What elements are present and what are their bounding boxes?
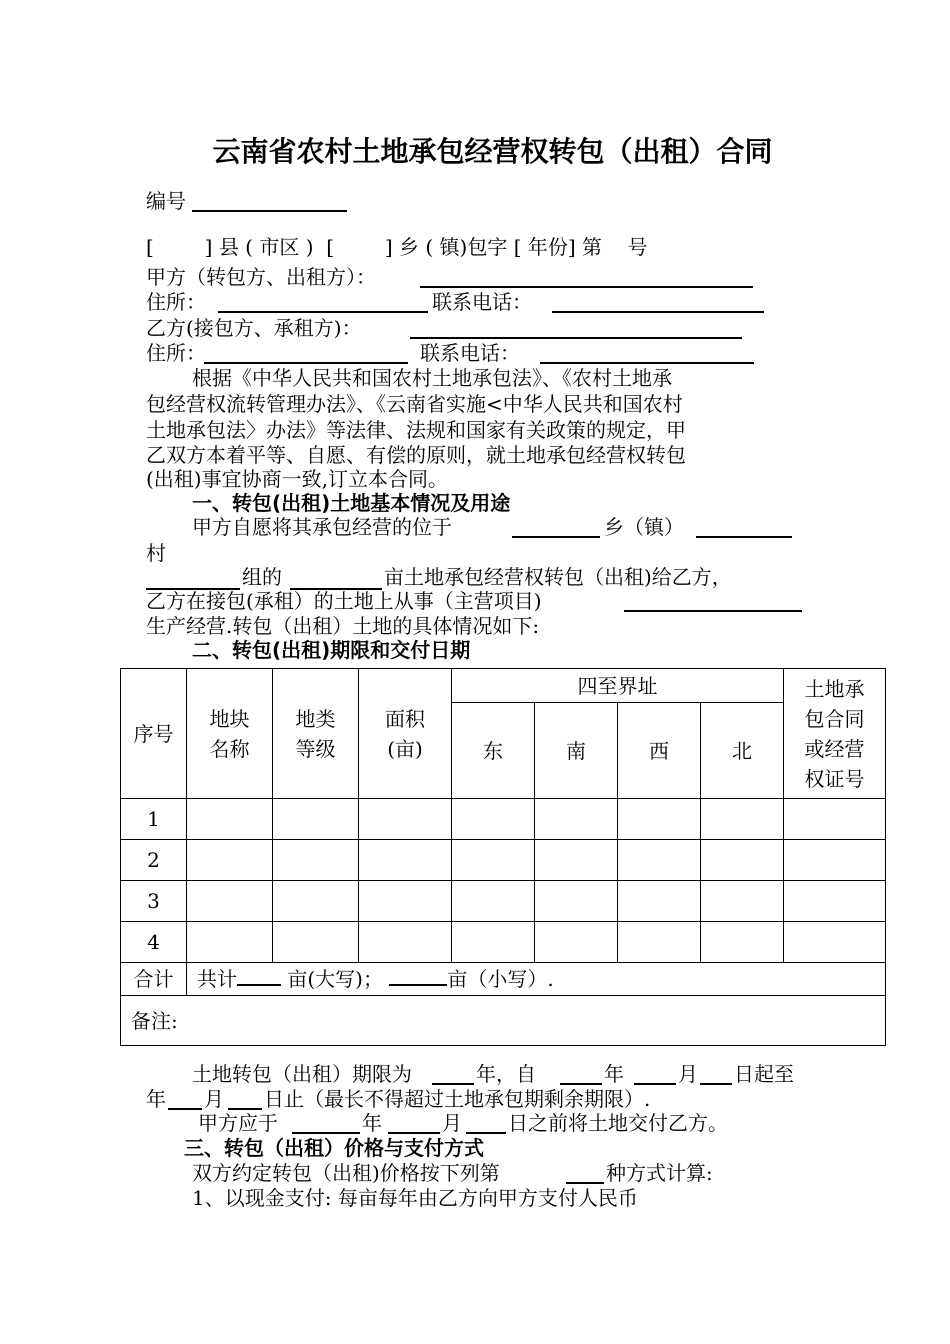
header-boundaries: 四至界址 <box>452 669 784 703</box>
term-text: 日止（最长不得超过土地承包期剩余期限）. <box>264 1087 651 1111</box>
table-cell[interactable] <box>273 799 359 840</box>
table-cell[interactable] <box>701 881 784 922</box>
phone-b-blank[interactable] <box>540 362 754 364</box>
remark-cell[interactable]: 备注: <box>121 996 886 1046</box>
header-west: 西 <box>618 703 701 799</box>
land-table <box>120 668 886 1046</box>
table-cell[interactable] <box>187 799 273 840</box>
table-cell[interactable] <box>618 881 701 922</box>
table-cell[interactable] <box>187 840 273 881</box>
total-row <box>121 963 886 996</box>
table-cell[interactable] <box>784 881 886 922</box>
header-no: 序号 <box>121 669 187 799</box>
table-cell[interactable] <box>535 881 618 922</box>
table-cell[interactable] <box>701 840 784 881</box>
table-cell[interactable] <box>618 799 701 840</box>
table-cell[interactable] <box>273 922 359 963</box>
s1-text: 组的 <box>242 565 282 589</box>
price-method-blank[interactable] <box>566 1182 604 1184</box>
preamble-line: 乙双方本着平等、自愿、有偿的原则，就土地承包经营权转包 <box>146 443 686 467</box>
s1-text: 生产经营.转包（出租）土地的具体情况如下: <box>146 614 540 638</box>
row-number: 3 <box>121 881 187 922</box>
term-text: 年 <box>604 1062 624 1086</box>
deliver-day-blank[interactable] <box>466 1132 506 1134</box>
row-number: 1 <box>121 799 187 840</box>
header-east: 东 <box>452 703 535 799</box>
section-1-heading: 一、转包(出租)土地基本情况及用途 <box>192 491 511 515</box>
table-row <box>121 881 886 922</box>
term-text: 月 <box>678 1062 698 1086</box>
table-cell[interactable] <box>359 881 452 922</box>
table-row <box>121 922 886 963</box>
table-cell[interactable] <box>701 799 784 840</box>
term-text: 年，自 <box>476 1062 536 1086</box>
phone-a-label: 联系电话： <box>432 290 532 314</box>
deliver-text: 日之前将土地交付乙方。 <box>508 1111 728 1135</box>
table-cell[interactable] <box>535 922 618 963</box>
phone-b-label: 联系电话： <box>420 341 520 365</box>
address-a-blank[interactable] <box>218 311 428 313</box>
header-north: 北 <box>701 703 784 799</box>
term-text: 年 <box>146 1087 166 1111</box>
table-cell[interactable] <box>784 840 886 881</box>
address-b-blank[interactable] <box>204 362 408 364</box>
price-text: 种方式计算: <box>606 1161 713 1185</box>
table-cell[interactable] <box>452 799 535 840</box>
preamble-line: 包经营权流转管理办法》、《云南省实施<中华人民共和国农村 <box>146 392 683 416</box>
table-cell[interactable] <box>273 881 359 922</box>
deliver-text: 月 <box>442 1111 462 1135</box>
term-years-blank[interactable] <box>432 1083 474 1085</box>
row-number: 2 <box>121 840 187 881</box>
table-cell[interactable] <box>784 922 886 963</box>
deliver-text: 甲方应于 <box>198 1111 278 1135</box>
table-cell[interactable] <box>618 840 701 881</box>
header-grade: 地类 等级 <box>273 669 359 799</box>
table-cell[interactable] <box>273 840 359 881</box>
section-2-heading: 二、转包(出租)期限和交付日期 <box>192 638 471 662</box>
table-cell[interactable] <box>452 840 535 881</box>
table-cell[interactable] <box>359 922 452 963</box>
deliver-text: 年 <box>362 1111 382 1135</box>
table-row <box>121 840 886 881</box>
payment-option-1: 1、以现金支付: 每亩每年由乙方向甲方支付人民币 <box>192 1186 638 1210</box>
page-title: 云南省农村土地承包经营权转包（出租）合同 <box>212 135 773 168</box>
table-cell[interactable] <box>452 922 535 963</box>
deliver-year-blank[interactable] <box>292 1132 360 1134</box>
number-label: 编号 <box>146 189 186 213</box>
remark-row <box>121 996 886 1046</box>
table-cell[interactable] <box>187 922 273 963</box>
s1-text: 亩土地承包经营权转包（出租)给乙方， <box>384 565 732 589</box>
total-upper-blank[interactable] <box>237 966 281 986</box>
address-a-label: 住所： <box>146 290 206 314</box>
table-row <box>121 799 886 840</box>
s1-text: 甲方自愿将其承包经营的位于 <box>192 515 452 539</box>
table-cell[interactable] <box>784 799 886 840</box>
table-cell[interactable] <box>618 922 701 963</box>
term-text: 土地转包（出租）期限为 <box>192 1062 412 1086</box>
header-area: 面积 (亩) <box>359 669 452 799</box>
term-text: 日起至 <box>734 1062 794 1086</box>
party-a-blank[interactable] <box>420 286 753 288</box>
start-month-blank[interactable] <box>634 1083 676 1085</box>
preamble-line: 土地承包法〉办法》等法律、法规和国家有关政策的规定，甲 <box>146 418 686 442</box>
total-label: 合计 <box>121 963 187 996</box>
total-cell: 共计 亩(大写)； 亩（小写）. <box>187 963 886 996</box>
preamble-line: (出租)事宜协商一致,订立本合同。 <box>146 467 448 491</box>
deliver-month-blank[interactable] <box>388 1132 440 1134</box>
address-b-label: 住所： <box>146 341 206 365</box>
table-cell[interactable] <box>187 881 273 922</box>
s1-text: 乡（镇） <box>604 515 684 539</box>
table-cell[interactable] <box>452 881 535 922</box>
table-cell[interactable] <box>359 799 452 840</box>
preamble-line: 根据《中华人民共和国农村土地承包法》、《农村土地承 <box>192 366 672 390</box>
party-b-label: 乙方(接包方、承租方)： <box>146 316 362 340</box>
header-line: [ ] 县 ( 市区 ) [ ] 乡 ( 镇)包字 [ 年份] 第 号 <box>146 235 648 259</box>
row-number: 4 <box>121 922 187 963</box>
price-text: 双方约定转包（出租)价格按下列第 <box>192 1161 500 1185</box>
header-south: 南 <box>535 703 618 799</box>
s1-text: 乙方在接包(承租）的土地上从事（主营项目) <box>146 589 542 613</box>
table-cell[interactable] <box>535 840 618 881</box>
total-lower-blank[interactable] <box>389 966 447 986</box>
s1-text: 村 <box>146 541 166 565</box>
header-plot-name: 地块 名称 <box>187 669 273 799</box>
start-year-blank[interactable] <box>560 1083 602 1085</box>
section-3-heading: 三、转包（出租）价格与支付方式 <box>184 1136 484 1160</box>
table-cell[interactable] <box>701 922 784 963</box>
number-blank[interactable] <box>192 210 347 212</box>
township-blank[interactable] <box>512 536 600 538</box>
party-a-label: 甲方（转包方、出租方）： <box>146 265 376 289</box>
phone-a-blank[interactable] <box>552 311 764 313</box>
table-cell[interactable] <box>535 799 618 840</box>
start-day-blank[interactable] <box>700 1083 732 1085</box>
end-month-blank-a[interactable] <box>168 1108 202 1110</box>
village-blank[interactable] <box>696 536 792 538</box>
term-text: 月 <box>204 1087 224 1111</box>
table-cell[interactable] <box>359 840 452 881</box>
party-b-blank[interactable] <box>410 337 742 339</box>
header-certificate: 土地承 包合同 或经营 权证号 <box>784 669 886 799</box>
project-blank[interactable] <box>624 610 802 612</box>
